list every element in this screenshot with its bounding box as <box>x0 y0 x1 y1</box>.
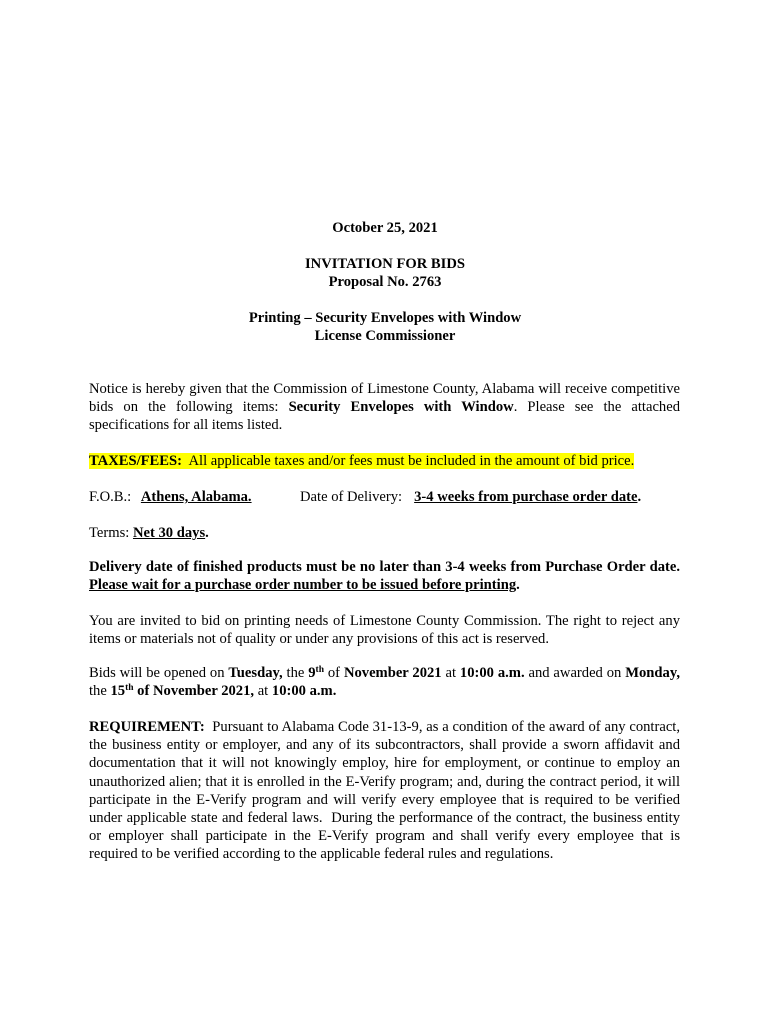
proposal-number: Proposal No. 2763 <box>328 274 442 290</box>
bids-text-7: at <box>254 683 272 700</box>
delivery-label: Date of Delivery: <box>300 489 403 505</box>
taxes-fees-line <box>89 452 689 470</box>
bids-text-2: the <box>282 665 309 681</box>
delivery-group <box>300 488 641 506</box>
bids-text-3: of <box>324 665 344 681</box>
bids-text-1: Bids will be opened on <box>89 665 229 681</box>
fob-line <box>89 488 689 506</box>
award-day: Monday, <box>625 665 680 681</box>
terms-period: . <box>205 525 209 541</box>
bids-paragraph <box>89 664 684 700</box>
open-date-suffix: th <box>315 665 324 675</box>
award-date-suffix: th <box>125 683 134 694</box>
taxes-highlight <box>89 453 634 469</box>
taxes-text: All applicable taxes and/or fees must be included in the amount of bid price. <box>182 453 635 469</box>
open-time: 10:00 a.m. <box>459 665 525 681</box>
requirement-text: Pursuant to Alabama Code 31-13-9, as a condition of the award of any contract, the business entity or employer, and any of its subcontractors, shall provide a sworn affidavit and documentation that it will not knowingly employ, hire for employment, or continue to employ an unauthorized alien; that it is enrolled in the E-Verify program; and, during the contract period, it will participate in the E-Verify program and will verify every employee that is required to be verified under applicable state and federal laws. During the performance of the contract, the business entity or employer shall participate in the E-Verify program and shall verify every employee that is required to be verified according to the applicable federal rules and regulations. <box>89 719 684 863</box>
taxes-label: TAXES/FEES: <box>89 453 182 469</box>
delivery-note-text: Delivery date of finished products must be no later than 3-4 weeks from Purchase Order date. <box>89 559 688 575</box>
open-day: Tuesday, <box>228 665 283 681</box>
delivery-note-period: . <box>516 577 520 594</box>
notice-text-2: . Please see the attached specifications for all items listed. <box>89 399 680 434</box>
bids-text-5: and awarded on <box>524 665 626 681</box>
open-date-num: 9 <box>308 665 316 681</box>
open-month: November 2021 <box>343 665 442 681</box>
bid-subject: Printing – Security Envelopes with Window <box>248 310 522 326</box>
department-name: License Commissioner <box>314 328 456 344</box>
terms-label: Terms: <box>89 525 133 541</box>
award-date <box>110 683 254 699</box>
invite-paragraph: You are invited to bid on printing needs of Limestone County Commission. The right to reject any items or materials not of quality or under any provisions of this act is reserved. <box>89 613 680 648</box>
delivery-note-underlined: Please wait for a purchase order number to be issued before printing <box>89 577 517 594</box>
delivery-value: 3-4 weeks from purchase order date <box>414 489 638 505</box>
award-month: of November 2021, <box>133 683 255 700</box>
award-time: 10:00 a.m. <box>271 683 337 700</box>
document-date: October 25, 2021 <box>332 220 438 236</box>
fob-value: Athens, Alabama. <box>140 489 252 505</box>
terms-line <box>89 524 689 542</box>
delivery-period: . <box>637 489 642 505</box>
open-date <box>308 665 324 681</box>
fob-label: F.O.B.: <box>89 489 132 505</box>
requirement-paragraph <box>89 718 684 864</box>
notice-text-1: Notice is hereby given that the Commission of Limestone County, Alabama will receive competitive bids on the following items: <box>89 381 680 416</box>
notice-items: Security Envelopes with Window <box>288 399 514 416</box>
delivery-note <box>89 558 688 594</box>
bids-text-6: the <box>89 665 684 700</box>
award-date-num: 15 <box>110 683 126 700</box>
document-title: INVITATION FOR BIDS <box>304 256 466 272</box>
notice-paragraph <box>89 380 680 435</box>
bids-text-4: at <box>441 665 460 681</box>
terms-value: Net 30 days <box>132 525 206 541</box>
requirement-label: REQUIREMENT: <box>89 719 205 735</box>
